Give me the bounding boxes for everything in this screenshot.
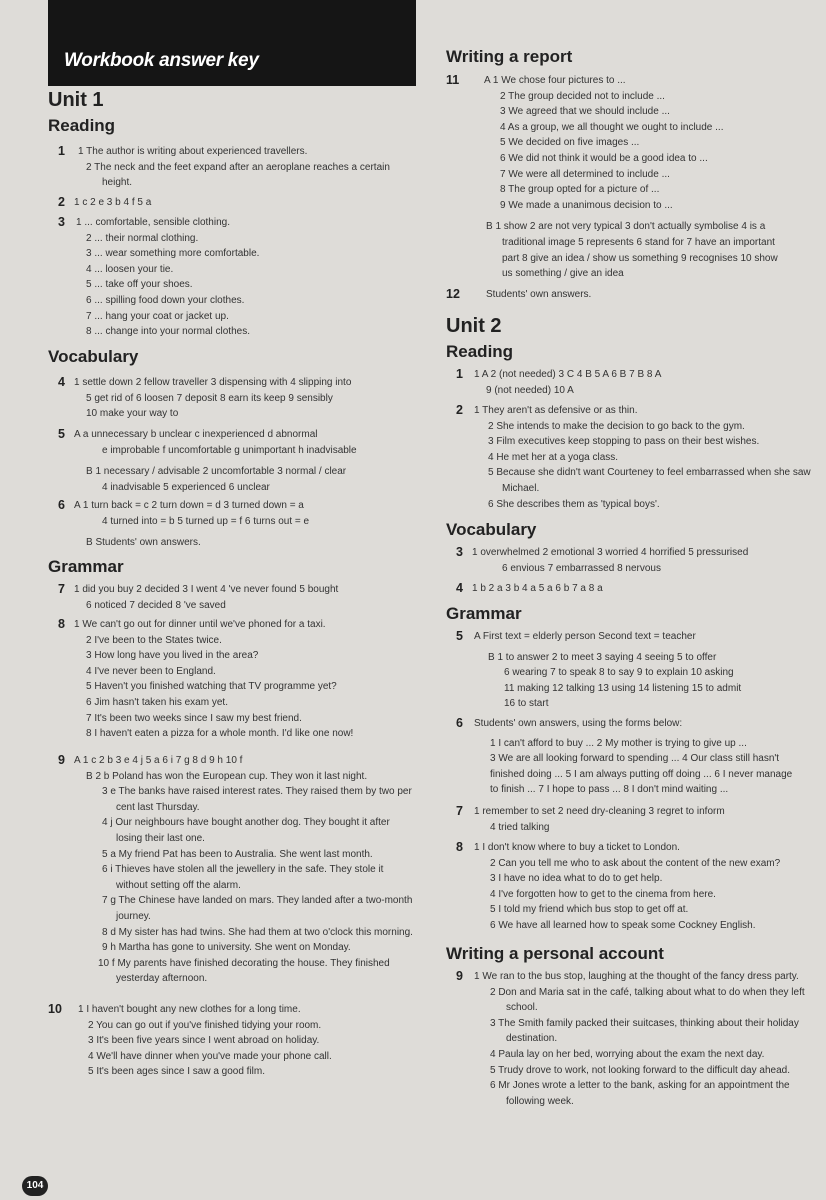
answer-line: 1 overwhelmed 2 emotional 3 worried 4 horrified 5 pressurised <box>472 547 749 558</box>
answer-line: 7 We were all determined to include ... <box>500 168 670 180</box>
answer-line: B 1 to answer 2 to meet 3 saying 4 seeing 5 to offer <box>488 651 717 663</box>
answer-line: 1 We ran to the bus stop, laughing at the thought of the fancy dress party. <box>474 971 799 982</box>
answer-line: 10 f My parents have finished decorating the house. They finished <box>98 957 390 969</box>
exercise-number: 9 <box>456 969 463 983</box>
answer-line: without setting off the alarm. <box>116 879 241 891</box>
answer-line: 9 (not needed) 10 A <box>486 384 574 396</box>
answer-line: 4 He met her at a yoga class. <box>488 451 619 463</box>
answer-line: 6 Jim hasn't taken his exam yet. <box>86 697 228 708</box>
answer-line: 4 turned into = b 5 turned up = f 6 turns out = e <box>102 515 310 527</box>
answer-line: height. <box>102 177 133 189</box>
answer-line: 5 I told my friend which bus stop to get off at. <box>490 904 689 916</box>
answer-line: losing their last one. <box>116 833 205 844</box>
answer-line: 6 i Thieves have stolen all the jewellery in the safe. They stole it <box>102 864 384 876</box>
answer-line: 6 Mr Jones wrote a letter to the bank, asking for an appointment the <box>490 1080 790 1092</box>
answer-line: 9 h Martha has gone to university. She went on Monday. <box>102 942 351 954</box>
answer-line: 5 ... take off your shoes. <box>86 279 193 291</box>
answer-line: 1 I can't afford to buy ... 2 My mother is trying to give up ... <box>490 737 747 749</box>
exercise-number: 5 <box>58 427 65 441</box>
exercise-number: 8 <box>58 617 65 631</box>
answer-line: 1 c 2 e 3 b 4 f 5 a <box>74 197 152 208</box>
section-heading: Grammar <box>446 604 522 623</box>
section-heading: Reading <box>446 342 514 361</box>
exercise-number: 6 <box>456 716 463 730</box>
banner-title: Workbook answer key <box>64 50 259 71</box>
answer-line: 8 ... change into your normal clothes. <box>86 326 250 338</box>
answer-line: 5 get rid of 6 loosen 7 deposit 8 earn its keep 9 sensibly <box>86 392 333 404</box>
answer-line: 10 make your way to <box>86 408 179 420</box>
answer-line: 8 d My sister has had twins. She had them at two o'clock this morning. <box>102 926 413 938</box>
answer-line: 1 ... comfortable, sensible clothing. <box>76 217 230 228</box>
answer-line: A 1 turn back = c 2 turn down = d 3 turned down = a <box>74 500 304 511</box>
answer-line: 6 ... spilling food down your clothes. <box>86 295 245 306</box>
answer-line: B 1 necessary / advisable 2 uncomfortable 3 normal / clear <box>86 466 347 478</box>
answer-line: 1 remember to set 2 need dry-cleaning 3 regret to inform <box>474 806 725 817</box>
answer-line: 7 ... hang your coat or jacket up. <box>86 310 229 322</box>
exercise-number: 4 <box>58 375 65 389</box>
page-number: 104 <box>22 1176 48 1196</box>
section-heading: Writing a personal account <box>446 944 664 963</box>
answer-line: Michael. <box>502 483 540 494</box>
answer-line: 3 I have no idea what to do to get help. <box>490 873 663 885</box>
unit-heading: Unit 2 <box>446 315 502 337</box>
answer-line: 7 g The Chinese have landed on mars. They landed after a two-month <box>102 895 413 907</box>
answer-line: 1 b 2 a 3 b 4 a 5 a 6 b 7 a 8 a <box>472 583 603 594</box>
answer-line: 4 As a group, we all thought we ought to include ... <box>500 121 724 133</box>
answer-line: B Students' own answers. <box>86 537 201 549</box>
answer-line: 1 The author is writing about experienced travellers. <box>78 146 308 157</box>
answer-line: 6 envious 7 embarrassed 8 nervous <box>502 562 661 574</box>
answer-line: 4 tried talking <box>490 821 550 833</box>
answer-line: A First text = elderly person Second text = teacher <box>474 631 696 642</box>
exercise-number: 2 <box>58 195 65 209</box>
exercise-number: 4 <box>456 581 463 595</box>
answer-line: 8 The group opted for a picture of ... <box>500 184 660 196</box>
answer-line: 1 A 2 (not needed) 3 C 4 B 5 A 6 B 7 B 8 A <box>474 369 662 380</box>
exercise-number: 8 <box>456 840 463 854</box>
answer-line: A a unnecessary b unclear c inexperienced d abnormal <box>74 429 318 440</box>
answer-line: 1 did you buy 2 decided 3 I went 4 've never found 5 bought <box>74 584 339 595</box>
answer-line: 11 making 12 talking 13 using 14 listening 15 to admit <box>504 682 742 694</box>
answer-line: 16 to start <box>504 698 549 710</box>
section-heading: Reading <box>48 116 116 135</box>
answer-line: 4 Paula lay on her bed, worrying about the exam the next day. <box>490 1049 765 1060</box>
exercise-number: 2 <box>456 403 463 417</box>
answer-line: 1 They aren't as defensive or as thin. <box>474 405 638 416</box>
answer-line: 2 ... their normal clothing. <box>86 232 199 244</box>
answer-line: Students' own answers, using the forms below: <box>474 718 683 729</box>
exercise-number: 12 <box>446 287 460 301</box>
answer-line: B 1 show 2 are not very typical 3 don't actually symbolise 4 is a <box>486 221 766 233</box>
exercise-number: 1 <box>58 144 65 158</box>
answer-line: to finish ... 7 I hope to pass ... 8 I don't mind waiting ... <box>490 784 729 796</box>
exercise-number: 1 <box>456 367 463 381</box>
answer-line: us something / give an idea <box>502 268 624 280</box>
section-heading: Vocabulary <box>446 520 537 539</box>
exercise-number: 11 <box>446 73 460 87</box>
answer-line: 8 I haven't eaten a pizza for a whole month. I'd like one now! <box>86 728 354 740</box>
answer-line: 5 We decided on five images ... <box>500 137 640 149</box>
section-heading: Grammar <box>48 557 124 576</box>
exercise-number: 3 <box>456 545 463 559</box>
answer-line: 3 We agreed that we should include ... <box>500 106 670 118</box>
answer-line: 6 wearing 7 to speak 8 to say 9 to explain 10 asking <box>504 667 734 679</box>
answer-line: 5 a My friend Pat has been to Australia. She went last month. <box>102 848 373 860</box>
answer-line: 3 ... wear something more comfortable. <box>86 248 260 260</box>
answer-line: 3 Film executives keep stopping to pass on their best wishes. <box>488 436 760 448</box>
answer-line: 1 I haven't bought any new clothes for a long time. <box>78 1004 301 1015</box>
answer-line: 5 Trudy drove to work, not looking forward to the difficult day ahead. <box>490 1064 790 1076</box>
answer-line: 2 Don and Maria sat in the café, talking about what to do when they left <box>490 986 805 998</box>
answer-line: destination. <box>506 1033 558 1045</box>
answer-line: 3 How long have you lived in the area? <box>86 650 259 662</box>
unit-heading: Unit 1 <box>48 89 104 111</box>
answer-line: 5 It's been ages since I saw a good film. <box>88 1066 266 1078</box>
answer-line: 2 You can go out if you've finished tidying your room. <box>88 1019 322 1031</box>
answer-line: 4 We'll have dinner when you've made your phone call. <box>88 1050 332 1062</box>
answer-line: 4 j Our neighbours have bought another dog. They bought it after <box>102 817 390 829</box>
answer-line: 1 I don't know where to buy a ticket to London. <box>474 842 680 853</box>
answer-line: 2 The group decided not to include ... <box>500 90 665 102</box>
answer-line: A 1 c 2 b 3 e 4 j 5 a 6 i 7 g 8 d 9 h 10 f <box>74 755 243 766</box>
answer-line: 7 It's been two weeks since I saw my best friend. <box>86 712 302 724</box>
answer-line: traditional image 5 represents 6 stand for 7 have an important <box>502 237 775 248</box>
answer-line: 6 She describes them as 'typical boys'. <box>488 498 660 510</box>
section-heading: Writing a report <box>446 47 573 66</box>
answer-line: 4 ... loosen your tie. <box>86 263 174 275</box>
answer-line: A 1 We chose four pictures to ... <box>484 75 626 86</box>
answer-line: journey. <box>116 911 151 922</box>
answer-line: finished doing ... 5 I am always putting off doing ... 6 I never manage <box>490 768 793 780</box>
answer-line: Students' own answers. <box>486 289 592 300</box>
exercise-number: 6 <box>58 498 65 512</box>
answer-line: part 8 give an idea / show us something 9 recognises 10 show <box>502 252 778 264</box>
exercise-number: 7 <box>456 804 463 818</box>
answer-line: 2 I've been to the States twice. <box>86 634 222 646</box>
answer-line: 6 We did not think it would be a good idea to ... <box>500 153 708 164</box>
answer-line: 3 e The banks have raised interest rates. They raised them by two per <box>102 786 412 798</box>
answer-line: B 2 b Poland has won the European cup. They won it last night. <box>86 770 368 782</box>
answer-line: following week. <box>506 1095 574 1107</box>
answer-line: 2 She intends to make the decision to go back to the gym. <box>488 420 745 432</box>
section-heading: Vocabulary <box>48 347 139 366</box>
answer-line: 1 settle down 2 fellow traveller 3 dispensing with 4 slipping into <box>74 377 352 388</box>
answer-line: 4 inadvisable 5 experienced 6 unclear <box>102 481 270 493</box>
answer-line: 5 Because she didn't want Courteney to feel embarrassed when she saw <box>488 467 811 479</box>
answer-line: yesterday afternoon. <box>116 973 208 985</box>
answer-line: 6 noticed 7 decided 8 've saved <box>86 599 226 611</box>
answer-line: school. <box>506 1002 538 1014</box>
answer-line: 4 I've never been to England. <box>86 665 216 677</box>
answer-line: 3 The Smith family packed their suitcases, thinking about their holiday <box>490 1017 799 1029</box>
exercise-number: 9 <box>58 753 65 767</box>
answer-line: 1 We can't go out for dinner until we've phoned for a taxi. <box>74 619 326 630</box>
exercise-number: 10 <box>48 1002 62 1016</box>
answer-line: cent last Thursday. <box>116 801 200 813</box>
header-banner <box>48 0 416 86</box>
exercise-number: 7 <box>58 582 65 596</box>
answer-line: 6 We have all learned how to speak some Cockney English. <box>490 920 756 931</box>
answer-line: 2 The neck and the feet expand after an aeroplane reaches a certain <box>86 161 390 173</box>
answer-line: 3 It's been five years since I went abroad on holiday. <box>88 1035 320 1047</box>
answer-line: 5 Haven't you finished watching that TV programme yet? <box>86 681 337 693</box>
answer-line: 3 We are all looking forward to spending ... 4 Our class still hasn't <box>490 753 780 765</box>
exercise-number: 3 <box>58 215 65 229</box>
answer-line: e improbable f uncomfortable g unimportant h inadvisable <box>102 444 357 456</box>
answer-line: 4 I've forgotten how to get to the cinema from here. <box>490 888 716 900</box>
exercise-number: 5 <box>456 629 463 643</box>
answer-line: 9 We made a unanimous decision to ... <box>500 199 673 211</box>
answer-line: 2 Can you tell me who to ask about the content of the new exam? <box>490 857 781 869</box>
